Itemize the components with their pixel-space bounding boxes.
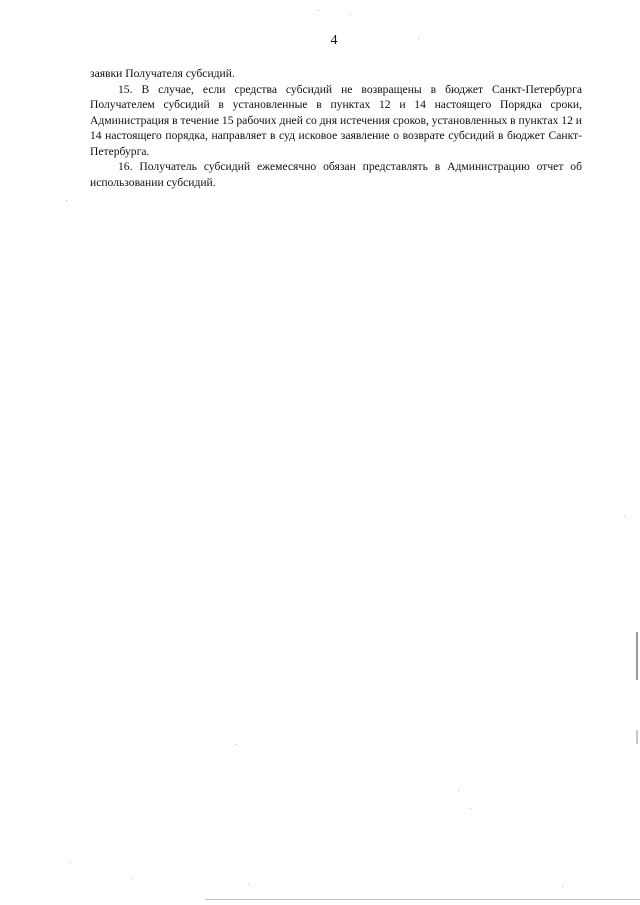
document-body [90,66,582,190]
scan-speck [470,808,471,809]
scan-speck [458,790,459,791]
scan-speck [624,516,625,517]
paragraph-item-16: 16. Получатель субсидий ежемесячно обязан представлять в Администрацию отчет об использовании субсидий. [90,160,582,189]
scan-speck [132,878,133,879]
scan-speck [562,886,563,887]
scan-speck [248,884,249,885]
paragraph-item-15: 15. В случае, если средства субсидий не возвращены в бюджет Санкт-Петербурга Получателем субсидий в установленные в пунктах 12 и 14 настоящего Порядка сроки, Администрация в течение 15 рабочих дней со дня истечения сроков, установленных в пунктах 12 и 14 настоящего порядка, направляет в суд исковое заявление о возврате субсидий в бюджет Санкт-Петербурга. [90,82,582,158]
paragraph-continuation: заявки Получателя субсидий. [90,67,235,80]
scan-edge-mark [636,730,638,744]
scan-speck [418,38,419,39]
scan-bottom-edge [205,899,640,900]
scan-edge-mark [636,632,638,680]
page-number: 4 [330,33,338,48]
scan-speck [318,10,319,11]
scan-speck [236,744,237,745]
scan-speck [70,862,71,863]
scan-speck [350,14,351,15]
scan-speck [66,200,67,201]
